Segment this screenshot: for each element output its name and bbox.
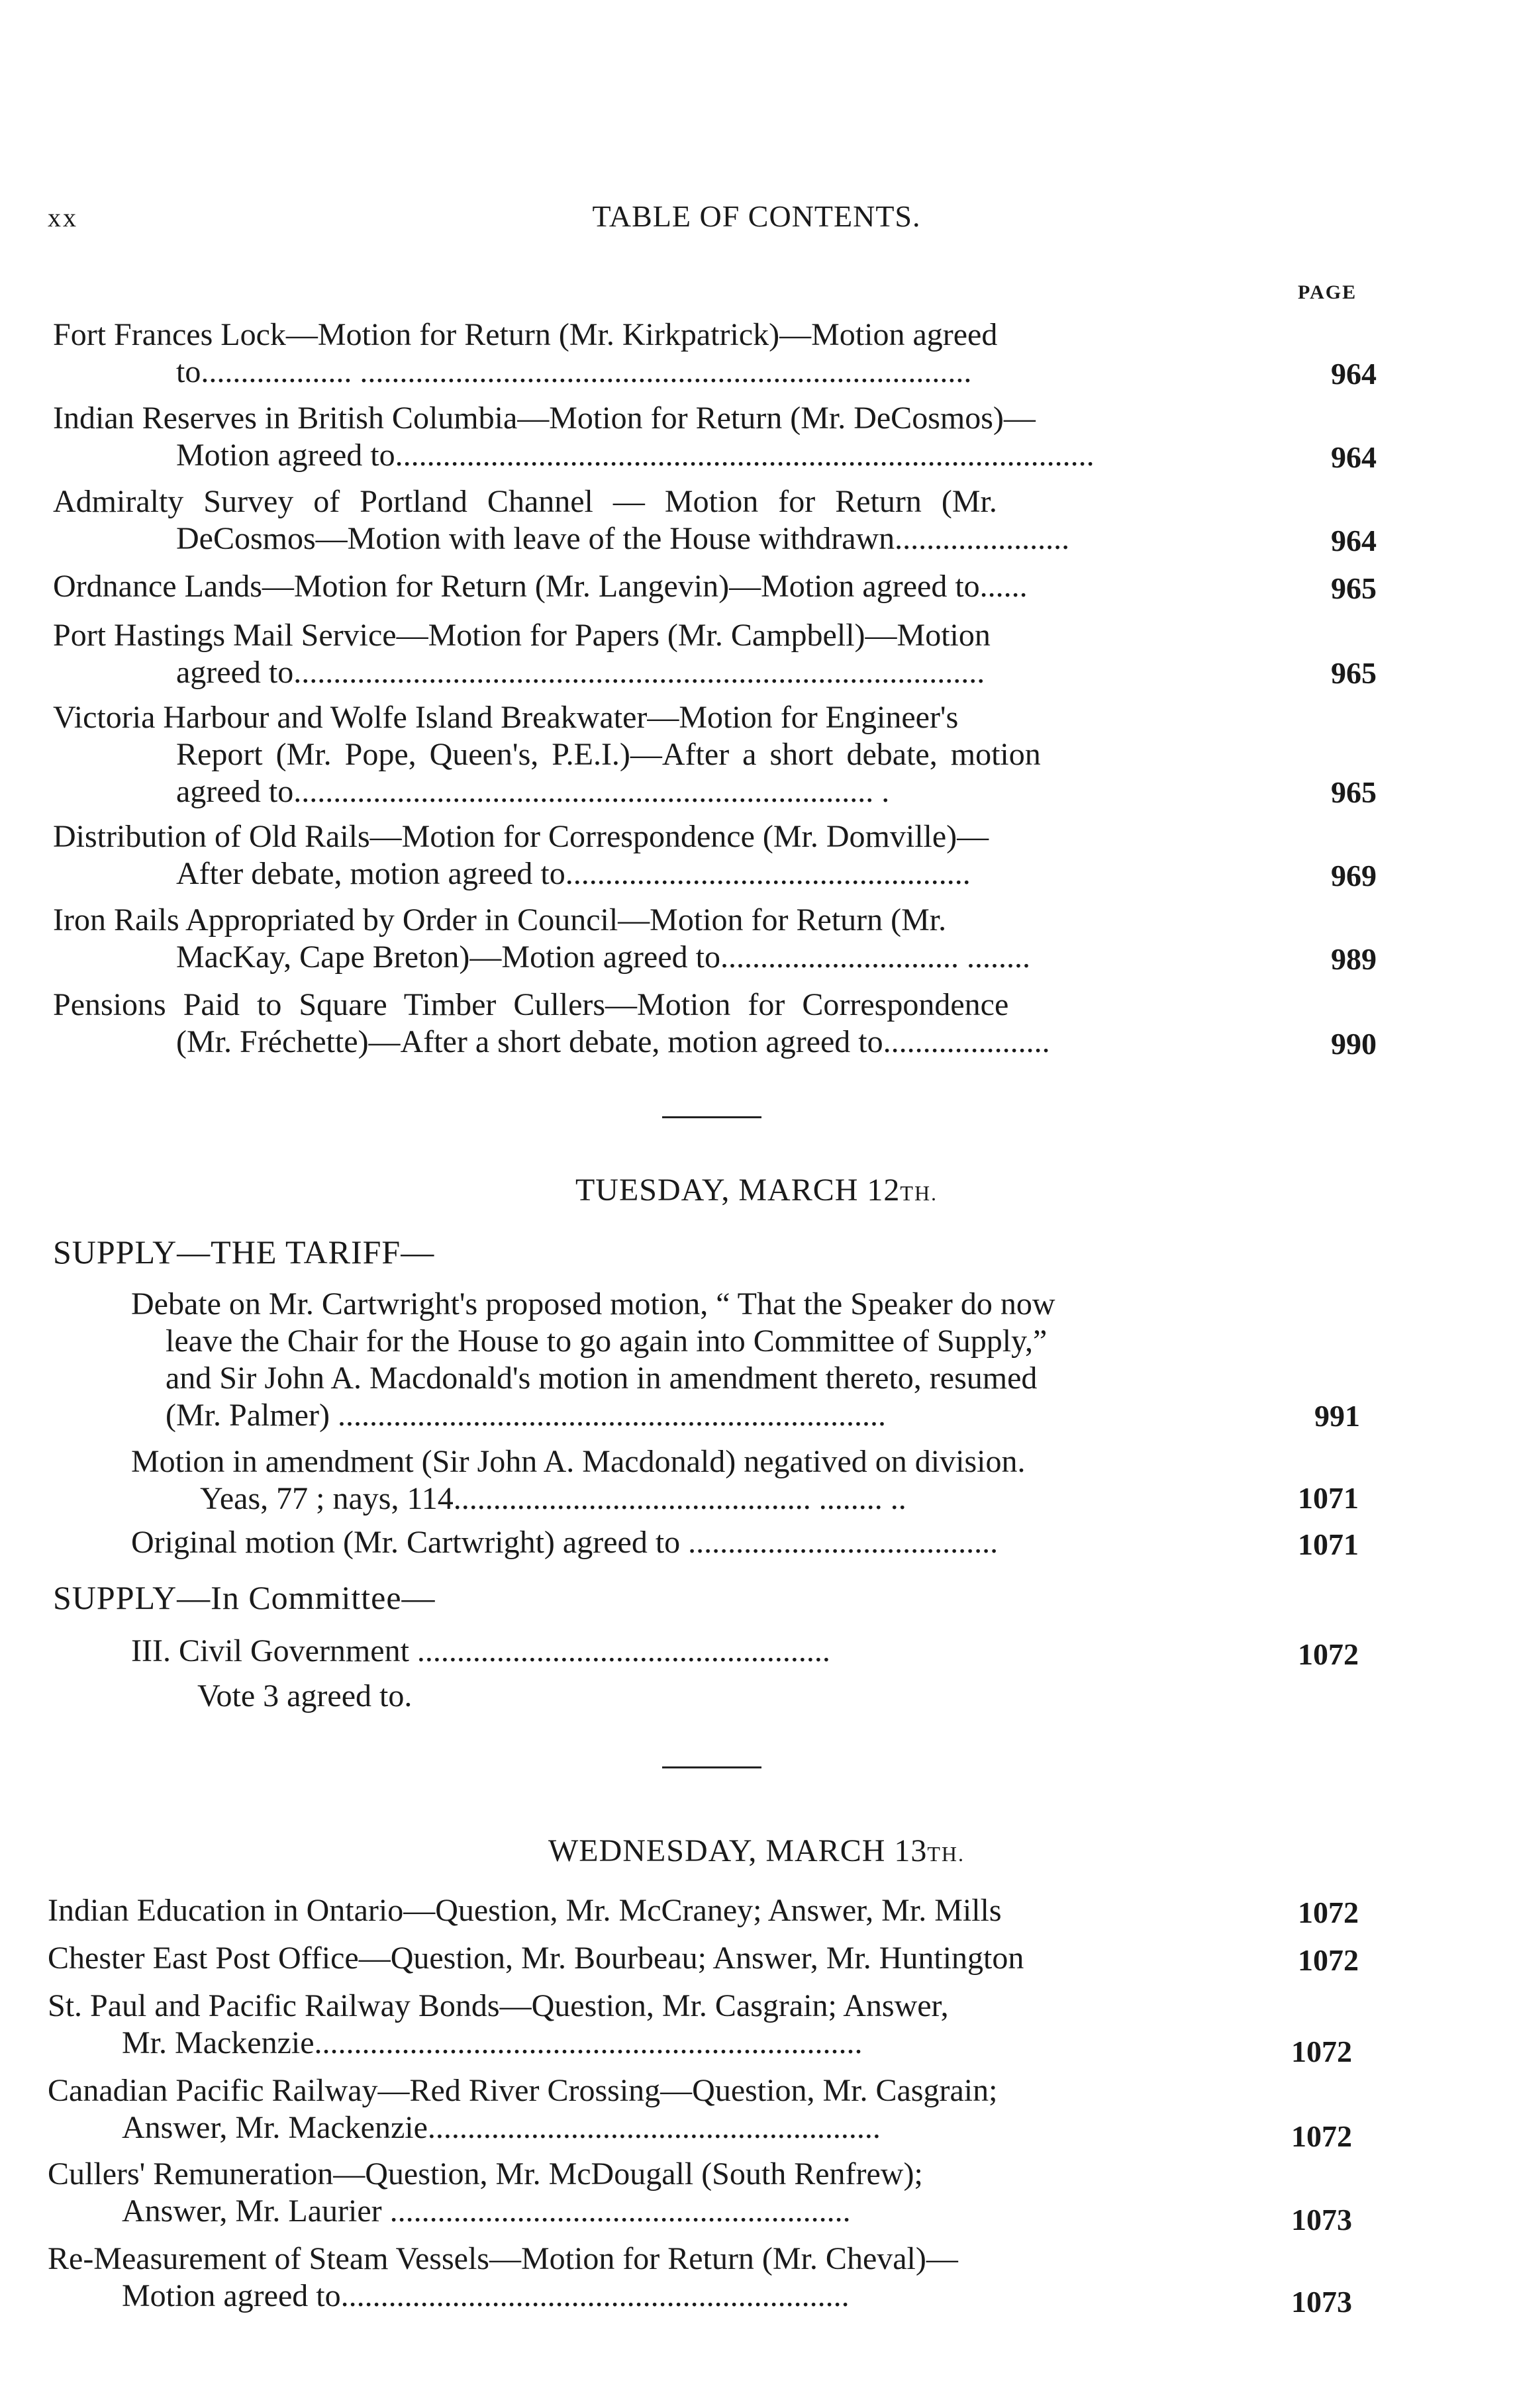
toc-entry-line: Motion agreed to................................................................ bbox=[122, 2278, 850, 2313]
toc-entry bbox=[53, 987, 1050, 1061]
toc-entry-line: Motion agreed to........................................................................................ bbox=[176, 438, 1095, 473]
section-heading: SUPPLY—THE TARIFF— bbox=[53, 1233, 435, 1271]
toc-entry bbox=[48, 2156, 923, 2230]
toc-entry-line: MacKay, Cape Breton)—Motion agreed to.............................. ........ bbox=[176, 939, 1030, 975]
toc-entry bbox=[48, 1892, 1002, 1929]
toc-entry bbox=[197, 1678, 412, 1715]
toc-entry-line: Mr. Mackenzie..................................................................... bbox=[122, 2025, 863, 2060]
toc-entry-line: Cullers' Remuneration—Question, Mr. McDougall (South Renfrew); bbox=[48, 2156, 923, 2191]
toc-page-number: 1072 bbox=[1298, 1637, 1359, 1671]
toc-entry bbox=[48, 1940, 1024, 1977]
toc-entry-line: Report (Mr. Pope, Queen's, P.E.I.)—After a short debate, motion bbox=[176, 737, 1041, 772]
toc-entry-line: Ordnance Lands—Motion for Return (Mr. Langevin)—Motion agreed to...... bbox=[53, 569, 1028, 604]
toc-entry-line: Admiralty Survey of Portland Channel — Motion for Return (Mr. bbox=[53, 484, 997, 519]
toc-page-number: 991 bbox=[1314, 1399, 1360, 1433]
toc-entry-line: Debate on Mr. Cartwright's proposed motion, “ That the Speaker do now bbox=[131, 1286, 1055, 1322]
toc-entry bbox=[53, 483, 1069, 557]
toc-entry bbox=[131, 1524, 998, 1561]
toc-entry-line: Port Hastings Mail Service—Motion for Papers (Mr. Campbell)—Motion bbox=[53, 618, 991, 653]
day-heading-ordinal: TH. bbox=[900, 1181, 938, 1205]
toc-entry-line: agreed to......................................................................... . bbox=[176, 774, 890, 809]
toc-entry-line: Iron Rails Appropriated by Order in Council—Motion for Return (Mr. bbox=[53, 902, 947, 938]
toc-entry bbox=[53, 699, 1041, 810]
toc-page-number: 1072 bbox=[1291, 2119, 1352, 2153]
toc-page-number: 965 bbox=[1331, 571, 1377, 605]
toc-entry bbox=[48, 2240, 958, 2315]
toc-entry bbox=[53, 617, 991, 691]
toc-entry-line: Indian Education in Ontario—Question, Mr. McCraney; Answer, Mr. Mills bbox=[48, 1893, 1002, 1928]
toc-entry-line: Vote 3 agreed to. bbox=[197, 1678, 413, 1713]
toc-entry-line: (Mr. Fréchette)—After a short debate, motion agreed to..................... bbox=[176, 1024, 1050, 1059]
toc-entry-line: Motion in amendment (Sir John A. Macdonald) negatived on division. bbox=[131, 1444, 1026, 1479]
toc-page-number: 1072 bbox=[1298, 1943, 1359, 1977]
toc-entry-line: Distribution of Old Rails—Motion for Correspondence (Mr. Domville)— bbox=[53, 819, 989, 854]
toc-entry-line: After debate, motion agreed to................................................... bbox=[176, 856, 971, 891]
page-number: xx bbox=[48, 203, 78, 232]
toc-page-number: 1072 bbox=[1291, 2035, 1352, 2068]
toc-page-number: 1073 bbox=[1291, 2203, 1352, 2237]
toc-page-number: 965 bbox=[1331, 656, 1377, 690]
toc-entry bbox=[131, 1443, 1026, 1517]
page-column-label: PAGE bbox=[1298, 281, 1357, 303]
toc-page-number: 964 bbox=[1331, 440, 1377, 474]
day-heading-ordinal: TH. bbox=[927, 1842, 965, 1866]
toc-entry bbox=[48, 2072, 997, 2146]
page-title: TABLE OF CONTENTS. bbox=[592, 199, 921, 233]
toc-page-number: 1071 bbox=[1298, 1527, 1359, 1561]
toc-page-number: 1073 bbox=[1291, 2285, 1352, 2319]
toc-entry-line: DeCosmos—Motion with leave of the House withdrawn...................... bbox=[176, 521, 1070, 556]
toc-entry-line: Canadian Pacific Railway—Red River Crossing—Question, Mr. Casgrain; bbox=[48, 2073, 998, 2108]
toc-entry-line: agreed to....................................................................................... bbox=[176, 655, 985, 690]
toc-entry bbox=[53, 400, 1095, 474]
day-heading-text: TUESDAY, MARCH 12 bbox=[575, 1173, 901, 1208]
toc-entry-line: St. Paul and Pacific Railway Bonds—Question, Mr. Casgrain; Answer, bbox=[48, 1988, 949, 2023]
toc-page-number: 964 bbox=[1331, 357, 1377, 391]
toc-entry bbox=[53, 902, 1030, 976]
toc-entry-line: and Sir John A. Macdonald's motion in amendment thereto, resumed bbox=[166, 1361, 1038, 1396]
toc-entry-line: leave the Chair for the House to go again into Committee of Supply,” bbox=[166, 1324, 1048, 1359]
section-heading: SUPPLY—In Committee— bbox=[53, 1579, 436, 1616]
toc-entry-line: Victoria Harbour and Wolfe Island Breakwater—Motion for Engineer's bbox=[53, 700, 959, 735]
toc-entry-line: Original motion (Mr. Cartwright) agreed to ....................................... bbox=[131, 1525, 999, 1560]
toc-entry bbox=[48, 1988, 949, 2062]
toc-entry bbox=[53, 568, 1028, 605]
toc-entry-line: Pensions Paid to Square Timber Cullers—Motion for Correspondence bbox=[53, 987, 1009, 1022]
toc-entry-line: Yeas, 77 ; nays, 114............................................. ........ .. bbox=[200, 1481, 906, 1516]
section-divider bbox=[662, 1766, 761, 1768]
day-heading-wednesday bbox=[0, 1833, 1513, 1869]
toc-entry-line: (Mr. Palmer) ..................................................................... bbox=[166, 1398, 886, 1433]
toc-entry-line: Answer, Mr. Laurier .......................................................... bbox=[122, 2193, 851, 2229]
toc-entry-line: Answer, Mr. Mackenzie......................................................... bbox=[122, 2110, 881, 2145]
toc-entry bbox=[131, 1286, 1055, 1434]
toc-entry-line: Indian Reserves in British Columbia—Motion for Return (Mr. DeCosmos)— bbox=[53, 401, 1036, 436]
toc-page-number: 964 bbox=[1331, 524, 1377, 557]
toc-page-number: 989 bbox=[1331, 942, 1377, 976]
toc-entry-line: to................... ............................................................................. bbox=[176, 354, 972, 389]
toc-entry-line: Fort Frances Lock—Motion for Return (Mr. Kirkpatrick)—Motion agreed bbox=[53, 317, 998, 352]
section-divider bbox=[662, 1116, 761, 1118]
toc-page-number: 969 bbox=[1331, 859, 1377, 892]
toc-page-number: 1072 bbox=[1298, 1896, 1359, 1929]
toc-entry bbox=[53, 818, 989, 892]
toc-entry-line: Re-Measurement of Steam Vessels—Motion for Return (Mr. Cheval)— bbox=[48, 2241, 958, 2276]
toc-page-number: 965 bbox=[1331, 775, 1377, 809]
day-heading-text: WEDNESDAY, MARCH 13 bbox=[548, 1833, 928, 1868]
day-heading-tuesday bbox=[0, 1172, 1513, 1208]
toc-entry bbox=[131, 1633, 830, 1670]
toc-page-number: 1071 bbox=[1298, 1481, 1359, 1515]
toc-entry-line: Chester East Post Office—Question, Mr. Bourbeau; Answer, Mr. Huntington bbox=[48, 1941, 1024, 1976]
toc-page-number: 990 bbox=[1331, 1027, 1377, 1061]
toc-entry-line: III. Civil Government .................................................... bbox=[131, 1633, 830, 1668]
toc-entry bbox=[53, 316, 997, 391]
